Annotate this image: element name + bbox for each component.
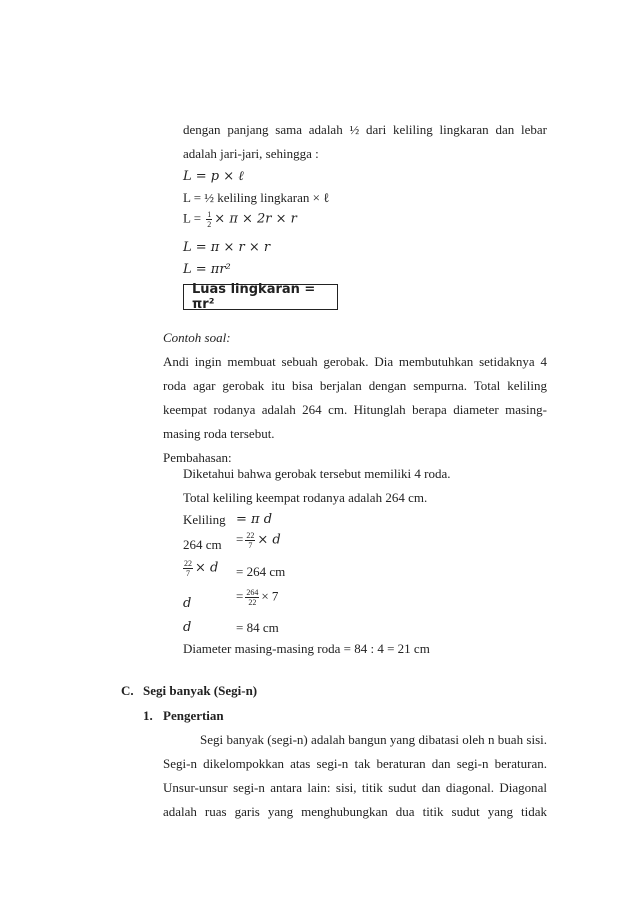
calc-row-3-left — [181, 559, 218, 578]
fraction-denominator: 22 — [248, 598, 257, 607]
equation-4: L = π × r × r — [183, 240, 271, 255]
area-formula-box — [183, 284, 338, 310]
calc-row-2-right — [236, 531, 281, 550]
area-formula-text: Luas lingkaran = πr² — [192, 282, 316, 312]
fraction-numerator: 22 — [184, 559, 192, 568]
fraction-denominator: 7 — [248, 541, 253, 550]
given-2: Total keliling keempat rodanya adalah 264 cm. — [183, 490, 428, 505]
paragraph-line-4: adalah ruas garis yang menghubungkan dua titik sudut yang tidak — [163, 804, 547, 819]
fraction-numerator: 264 — [246, 588, 259, 597]
calc-row-3-suffix: × d — [195, 560, 219, 576]
section-label: C. — [121, 683, 134, 698]
fraction-22-7 — [183, 559, 193, 578]
discussion-heading: Pembahasan: — [163, 450, 232, 465]
calc-row-3-right: = 264 cm — [236, 564, 286, 579]
conclusion: Diameter masing-masing roda = 84 : 4 = 21 cm — [183, 641, 430, 656]
paragraph-line-1: Segi banyak (segi-n) adalah bangun yang dibatasi oleh n buah sisi. — [200, 732, 547, 747]
calc-row-5-right: = 84 cm — [236, 620, 279, 635]
calc-row-2-left: 264 cm — [183, 537, 222, 552]
fraction-numerator: 1 — [207, 210, 212, 219]
paragraph-line-2: Segi-n dikelompokkan atas segi-n tak beraturan dan segi-n beraturan. — [163, 756, 547, 771]
intro-line-1: dengan panjang sama adalah ½ dari keliling lingkaran dan lebar — [183, 122, 547, 137]
given-1: Diketahui bahwa gerobak tersebut memiliki 4 roda. — [183, 466, 451, 481]
fraction-264-22 — [245, 588, 259, 607]
equals-sign: = — [236, 531, 244, 547]
fraction-numerator: 22 — [246, 531, 255, 540]
equation-2: L = ½ keliling lingkaran × ℓ — [183, 190, 330, 205]
subsection-label: 1. — [143, 708, 153, 723]
calc-row-1-left: Keliling — [183, 512, 226, 527]
section-title: Segi banyak (Segi-n) — [143, 683, 258, 698]
paragraph-line-3: Unsur-unsur segi-n antara lain: sisi, titik sudut dan diagonal. Diagonal — [163, 780, 547, 795]
example-heading: Contoh soal: — [163, 330, 231, 345]
example-line-1: Andi ingin membuat sebuah gerobak. Dia membutuhkan setidaknya 4 — [163, 354, 547, 369]
calc-row-5-left: d — [183, 620, 192, 635]
equation-5: L = πr² — [183, 262, 231, 277]
calc-row-4-right — [236, 588, 278, 607]
fraction-denominator: 7 — [186, 569, 190, 578]
equation-3 — [183, 210, 297, 229]
example-line-4: masing roda tersebut. — [163, 426, 275, 441]
equation-1: L = p × ℓ — [183, 169, 244, 184]
example-line-2: roda agar gerobak itu bisa berjalan dengan sempurna. Total keliling — [163, 378, 547, 393]
fraction-22-7 — [245, 531, 255, 550]
equation-3-suffix: × π × 2r × r — [214, 211, 297, 227]
fraction-denominator: 2 — [207, 220, 212, 229]
calc-row-2-suffix: × d — [257, 532, 281, 548]
calc-row-4-suffix: × 7 — [261, 588, 279, 604]
equation-3-prefix: L = — [183, 210, 205, 226]
fraction-half — [206, 210, 212, 229]
calc-row-4-left: d — [183, 596, 192, 611]
equals-sign: = — [236, 588, 244, 604]
calc-row-1-right: = π d — [236, 512, 273, 527]
example-line-3: keempat rodanya adalah 264 cm. Hitunglah berapa diameter masing- — [163, 402, 547, 417]
intro-line-2: adalah jari-jari, sehingga : — [183, 146, 319, 161]
subsection-title: Pengertian — [163, 708, 224, 723]
